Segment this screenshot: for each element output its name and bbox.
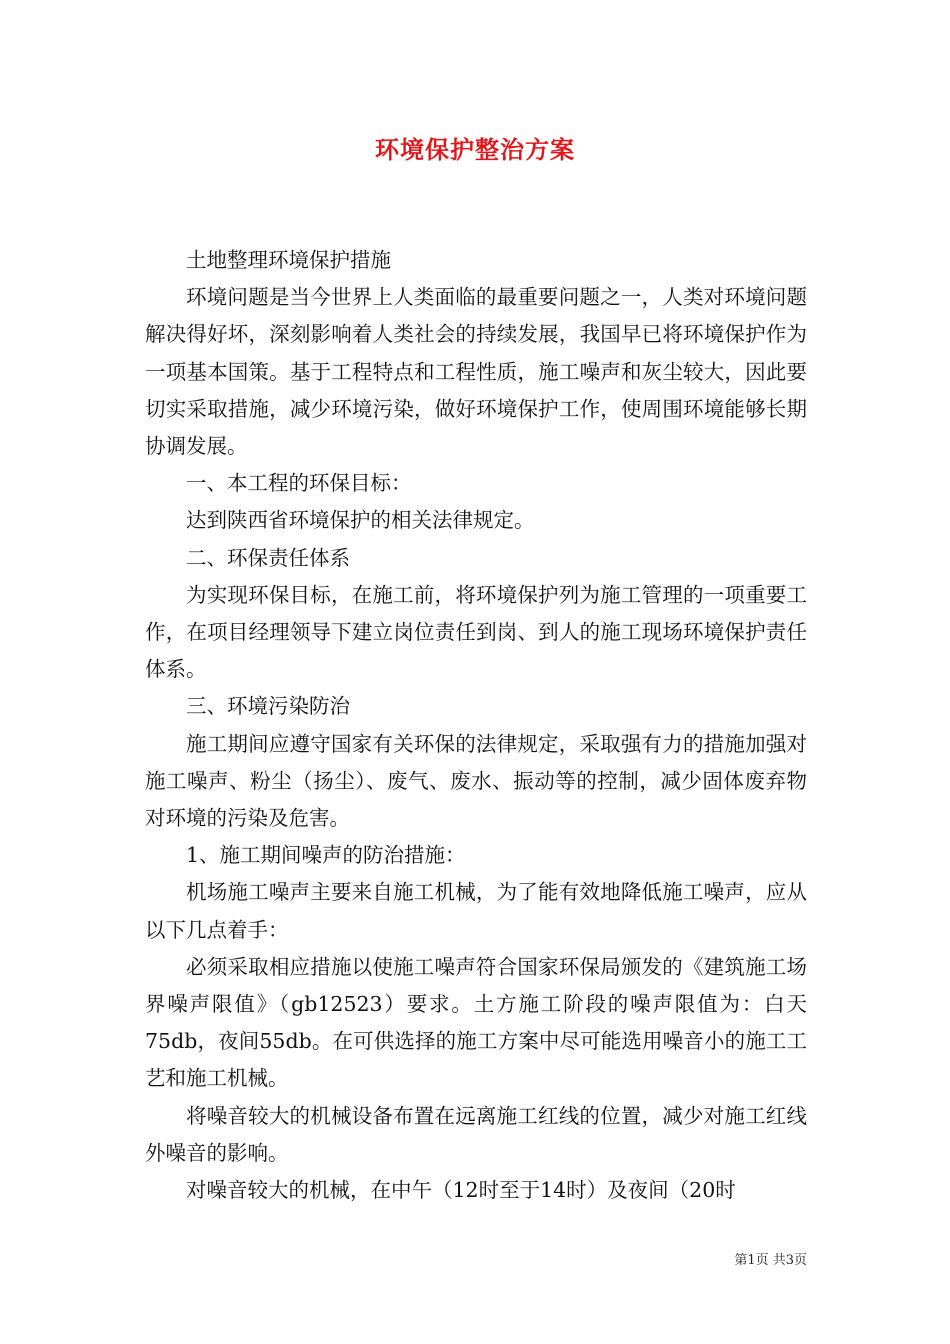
paragraph-intro: 环境问题是当今世界上人类面临的最重要问题之一，人类对环境问题解决得好坏，深刻影响着人类社会的持续发展，我国早已将环境保护作为一项基本国策。基于工程特点和工程性质，施工噪声和灰尘较大，因此要切实采取措施，减少环境污染，做好环境保护工作，使周围环境能够长期协调发展。 [145,285,807,459]
paragraph-pollution: 施工期间应遵守国家有关环保的法律规定，采取强有力的措施加强对施工噪声、粉尘（扬尘）、废气、废水、振动等的控制，减少固体废弃物对环境的污染及危害。 [145,731,807,831]
subsection-heading-noise: 1、施工期间噪声的防治措施： [186,843,466,868]
document-body [145,242,807,1209]
paragraph-noise-limits: 必须采取相应措施以使施工噪声符合国家环保局颁发的《建筑施工场界噪声限值》（gb12523）要求。土方施工阶段的噪声限值为：白天75db，夜间55db。在可供选择的施工方案中尽可能选用噪音小的施工工艺和施工机械。 [145,954,807,1091]
paragraph-heading-land: 土地整理环境保护措施 [186,248,391,272]
paragraph-goal: 达到陕西省环境保护的相关法律规定。 [186,508,535,533]
paragraph-noise-source: 机场施工噪声主要来自施工机械，为了能有效地降低施工噪声，应从以下几点着手： [145,880,807,942]
section-heading-goal: 一、本工程的环保目标： [186,471,412,496]
paragraph-equipment-placement: 将噪音较大的机械设备布置在远离施工红线的位置，减少对施工红线外噪音的影响。 [145,1103,807,1165]
section-heading-pollution: 三、环境污染防治 [186,694,350,719]
paragraph-responsibility: 为实现环保目标，在施工前，将环境保护列为施工管理的一项重要工作，在项目经理领导下建立岗位责任到岗、到人的施工现场环境保护责任体系。 [145,582,807,682]
section-heading-responsibility: 二、环保责任体系 [186,545,350,570]
page-number: 第1页 共3页 [734,1253,807,1268]
paragraph-noise-hours: 对噪音较大的机械，在中午（12时至于14时）及夜间（20时 [186,1178,736,1203]
document-title: 环境保护整治方案 [375,135,575,164]
